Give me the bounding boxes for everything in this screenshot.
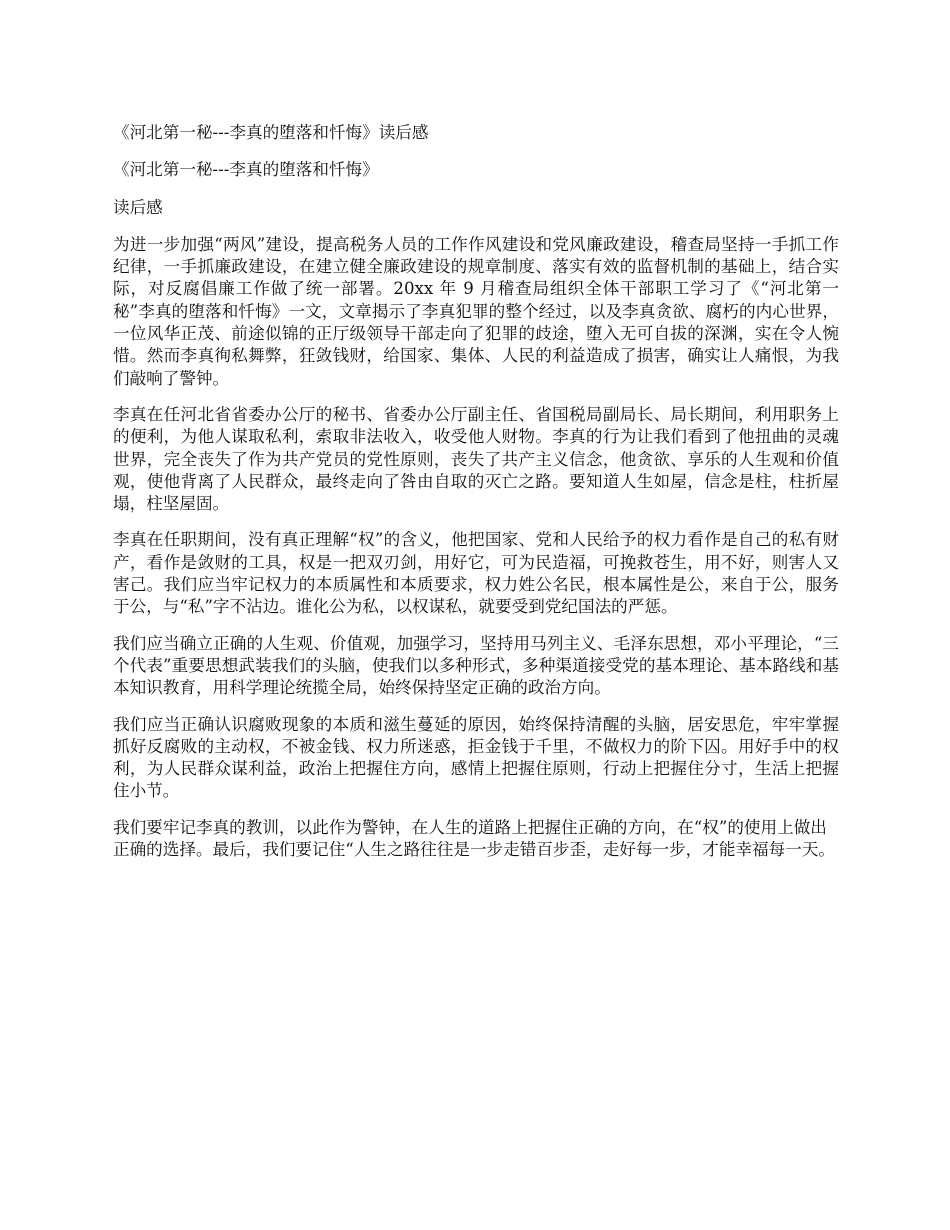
- document-page: [113, 122, 839, 875]
- document-subtitle: 《河北第一秘---李真的堕落和忏悔》: [113, 160, 379, 180]
- document-label: 读后感: [113, 197, 163, 217]
- paragraph-2: 李真在任河北省省委办公厅的秘书、省委办公厅副主任、省国税局副局长、局长期间，利用职务上的便利，为他人谋取私利，索取非法收入，收受他人财物。李真的行为让我们看到了他扭曲的灵魂世界，完全丧失了作为共产党员的党性原则，丧失了共产主义信念，他贪欲、享乐的人生观和价值观，使他背离了人民群众，最终走向了咎由自取的灭亡之路。要知道人生如屋，信念是柱，柱折屋塌，柱坚屋固。: [113, 404, 839, 514]
- paragraph-4: 我们应当确立正确的人生观、价值观，加强学习，坚持用马列主义、毛泽东思想，邓小平理论，“三个代表”重要思想武装我们的头脑，使我们以多种形式，多种渠道接受党的基本理论、基本路线和基本知识教育，用科学理论统揽全局，始终保持坚定正确的政治方向。: [113, 633, 839, 698]
- paragraph-6: 我们要牢记李真的教训，以此作为警钟，在人生的道路上把握住正确的方向，在“权”的使用上做出正确的选择。最后，我们要记住“人生之路往往是一步走错百步歪，走好每一步，才能幸福每一天。: [113, 817, 836, 860]
- paragraph-5: 我们应当正确认识腐败现象的本质和滋生蔓延的原因，始终保持清醒的头脑，居安思危，牢牢掌握抓好反腐败的主动权，不被金钱、权力所迷惑，拒金钱于千里，不做权力的阶下囚。用好手中的权利，为人民群众谋利益，政治上把握住方向，感情上把握住原则，行动上把握住分寸，生活上把握住小节。: [113, 714, 839, 801]
- paragraph-3: 李真在任职期间，没有真正理解“权”的含义，他把国家、党和人民给予的权力看作是自己的私有财产，看作是敛财的工具，权是一把双刃剑，用好它，可为民造福，可挽救苍生，用不好，则害人又害己。我们应当牢记权力的本质属性和本质要求，权力姓公名民，根本属性是公，来自于公，服务于公，与“私”字不沾边。谁化公为私，以权谋私，就要受到党纪国法的严惩。: [113, 530, 839, 617]
- document-title: 《河北第一秘---李真的堕落和忏悔》读后感: [113, 123, 429, 142]
- paragraph-1: 为进一步加强“两风”建设，提高税务人员的工作作风建设和党风廉政建设，稽查局坚持一手抓工作纪律，一手抓廉政建设，在建立健全廉政建设的规章制度、落实有效的监督机制的基础上，结合实际，对反腐倡廉工作做了统一部署。20xx 年 9 月稽查局组织全体干部职工学习了《“河北第一秘”李真的堕落和忏悔》一文，文章揭示了李真犯罪的整个经过，以及李真贪欲、腐朽的内心世界，一位风华正茂、前途似锦的正厅级领导干部走向了犯罪的歧途，堕入无可自拔的深渊，实在令人惋惜。然而李真徇私舞弊，狂敛钱财，给国家、集体、人民的利益造成了损害，确实让人痛恨，为我们敲响了警钟。: [113, 234, 839, 388]
